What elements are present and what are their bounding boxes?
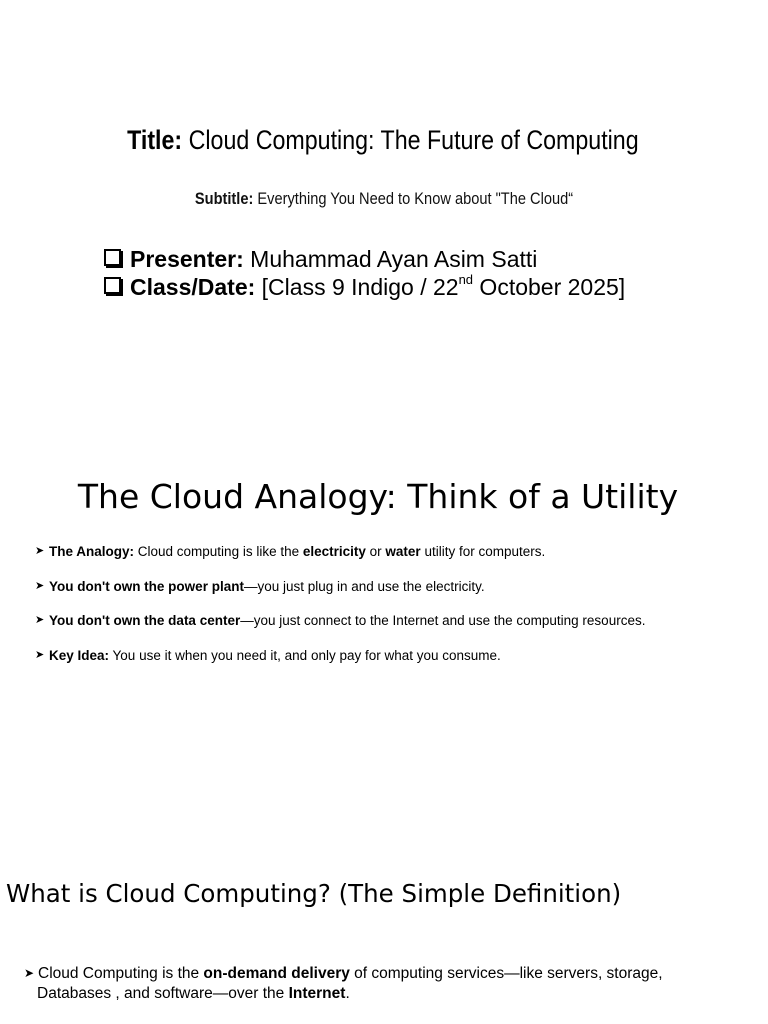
ordinal-suffix: nd [458,272,474,288]
subtitle-text: Everything You Need to Know about "The Cloud“ [253,189,574,208]
title-label: Title: [127,125,183,155]
arrow-bullet-icon: ➤ [35,579,45,592]
list-item [35,612,645,647]
classdate-item [104,273,625,301]
bullet-bold: You don't own the power plant [49,578,244,594]
arrow-bullet-icon: ➤ [35,545,45,557]
checkbox-bullet-icon [104,277,121,294]
definition-text: . [345,985,350,1002]
arrow-bullet-icon: ➤ [35,614,45,626]
definition-text: Cloud Computing is the [38,965,204,982]
classdate-label: Class/Date: [130,274,256,300]
bullet-bold: electricity [302,544,366,559]
list-item [35,647,645,682]
classdate-value-end: October 2025] [473,274,626,300]
definition-bold: on-demand delivery [203,965,350,982]
arrow-bullet-icon: ➤ [24,966,35,980]
analogy-heading: The Cloud Analogy: Think of a Utility [77,477,679,516]
analogy-bullet-list [35,543,645,681]
bullet-text: utility for computers. [420,544,546,559]
title-text: Cloud Computing: The Future of Computing [182,125,639,155]
list-item [35,543,645,578]
definition-paragraph [24,964,663,1004]
classdate-value: [Class 9 Indigo / 22 [255,274,459,300]
list-item [35,578,645,613]
presenter-label: Presenter: [130,246,244,272]
slide-title [53,122,713,158]
list-item [24,964,663,984]
bullet-text: —you just plug in and use the electricity. [243,578,485,594]
definition-heading: What is Cloud Computing? (The Simple Definition) [6,879,622,908]
bullet-bold: Key Idea: [49,647,110,663]
bullet-text: or [365,544,386,559]
bullet-bold: water [385,544,421,559]
bullet-bold: You don't own the data center [49,613,241,628]
definition-text: of computing services—like servers, storage, [349,965,663,982]
subtitle-label: Subtitle: [194,189,254,208]
bullet-text: —you just connect to the Internet and use the computing resources. [240,613,646,628]
checkbox-bullet-icon [104,249,121,266]
presenter-list [104,245,625,301]
presenter-value: Muhammad Ayan Asim Satti [243,246,538,272]
arrow-bullet-icon: ➤ [35,648,45,661]
definition-bold: Internet [288,985,346,1002]
presenter-item [104,245,625,273]
slide-subtitle [54,187,714,211]
bullet-bold: The Analogy: [49,544,135,559]
bullet-text: Cloud computing is like the [134,544,303,559]
bullet-text: You use it when you need it, and only pay for what you consume. [109,647,501,663]
definition-continuation [24,984,663,1004]
definition-text: Databases , and software—over the [37,985,289,1002]
